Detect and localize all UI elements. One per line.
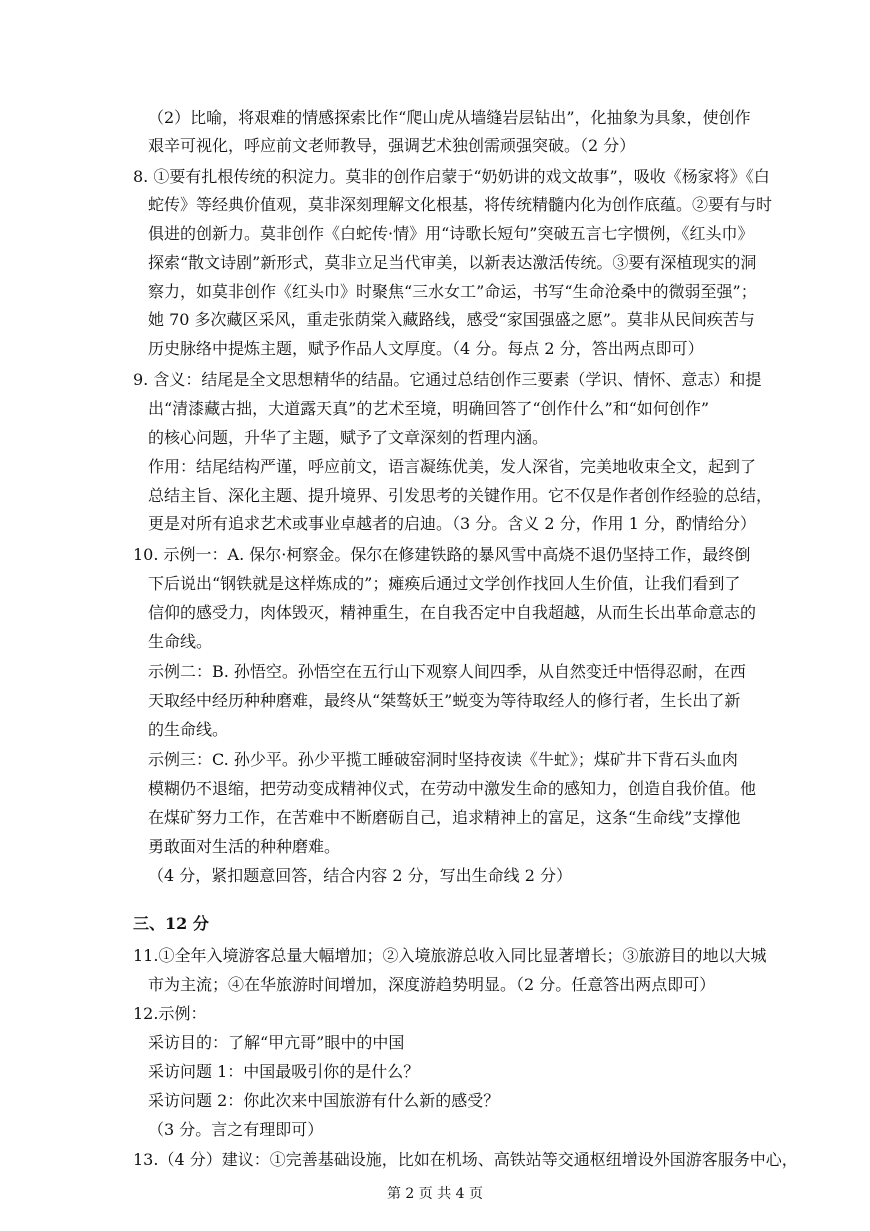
answer-8-line-3: 俱进的创新力。莫非创作《白蛇传·情》用“诗歌长短句”突破五言七字惯例，《红头巾》 (148, 224, 754, 243)
answer-9-line-3: 的核心问题，升华了主题，赋予了文章深刻的哲理内涵。 (148, 428, 549, 447)
answer-8-line-7: 历史脉络中提炼主题，赋予作品人文厚度。（4 分。每点 2 分，答出两点即可） (148, 339, 704, 358)
answer-11-line-1: 11.①全年入境游客总量大幅增加；②入境旅游总收入同比显著增长；③旅游目的地以大城 (133, 946, 767, 965)
answer-10-line-2: 下后说出“钢铁就是这样炼成的”；瘫痪后通过文学创作找回人生价值，让我们看到了 (148, 574, 741, 593)
answer-10-line-11: 勇敢面对生活的种种磨难。 (148, 837, 341, 856)
answer-8-line-1: 8. ①要有扎根传统的积淀力。莫非的创作启蒙于“奶奶讲的戏文故事”，吸收《杨家将》《白 (133, 167, 770, 186)
answer-10-line-7: 的生命线。 (148, 720, 229, 739)
answer-12-line-2: 采访目的：了解“甲亢哥”眼中的中国 (148, 1033, 405, 1052)
answer-12-line-1: 12.示例： (133, 1004, 207, 1023)
answer-9-line-5: 总结主旨、深化主题、提升境界、引发思考的关键作用。它不仅是作者创作经验的总结， (148, 486, 773, 505)
answer-10-line-3: 信仰的感受力，肉体毁灭，精神重生，在自我否定中自我超越，从而生长出革命意志的 (148, 603, 757, 622)
answer-10-line-10: 在煤矿努力工作，在苦难中不断磨砺自己，追求精神上的富足，这条“生命线”支撑他 (148, 808, 741, 827)
answer-10-line-4: 生命线。 (148, 632, 213, 651)
answer-8-line-4: 探索“散文诗剧”新形式，莫非立足当代审美，以新表达激活传统。③要有深植现实的洞 (148, 253, 757, 272)
answer-9-line-1: 9. 含义：结尾是全文思想精华的结晶。它通过总结创作三要素（学识、情怀、意志）和提 (133, 370, 762, 389)
answer-8-line-6: 她 70 多次藏区采风，重走张荫棠入藏路线，感受“家国强盛之愿”。莫非从民间疾苦与 (148, 310, 755, 329)
answer-9-line-6: 更是对所有追求艺术或事业卓越者的启迪。（3 分。含义 2 分，作用 1 分，酌情给分） (148, 514, 756, 533)
answer-10-line-6: 天取经中经历种种磨难，最终从“桀骜妖王”蜕变为等待取经人的修行者，生长出了新 (148, 691, 741, 710)
page-footer: 第 2 页 共 4 页 (386, 1186, 484, 1202)
answer-10-line-9: 模糊仍不退缩，把劳动变成精神仪式，在劳动中激发生命的感知力，创造自我价值。他 (148, 779, 757, 798)
answer-9-line-4: 作用：结尾结构严谨，呼应前文，语言凝练优美，发人深省，完美地收束全文，起到了 (148, 457, 757, 476)
answer-8-line-5: 察力，如莫非创作《红头巾》时聚焦“三水女工”命运，书写“生命沧桑中的微弱至强”； (148, 282, 757, 301)
answer-9-line-2: 出“清漆藏古拙，大道露天真”的艺术至境，明确回答了“创作什么”和“如何创作” (148, 399, 710, 418)
answer-12-line-4: 采访问题 2：你此次来中国旅游有什么新的感受？ (148, 1091, 500, 1110)
answer-10-line-5: 示例二：B. 孙悟空。孙悟空在五行山下观察人间四季，从自然变迁中悟得忍耐，在西 (148, 662, 746, 681)
answer-12-line-5: （3 分。言之有理即可） (148, 1120, 324, 1139)
answer-10-line-12: （4 分，紧扣题意回答，结合内容 2 分，写出生命线 2 分） (148, 866, 572, 885)
answer-8-line-2: 蛇传》等经典价值观，莫非深刻理解文化根基，将传统精髓内化为创作底蕴。②要有与时 (148, 195, 773, 214)
answer-7-line-2: 艰辛可视化，呼应前文老师教导，强调艺术独创需顽强突破。（2 分） (148, 136, 636, 155)
section-heading: 三、12 分 (133, 914, 209, 933)
answer-10-line-1: 10. 示例一：A. 保尔·柯察金。保尔在修建铁路的暴风雪中高烧不退仍坚持工作，最终倒 (133, 545, 751, 564)
answer-7-line-1: （2）比喻，将艰难的情感探索比作“爬山虎从墙缝岩层钻出”，化抽象为具象，使创作 (148, 108, 751, 127)
answer-13-line-1: 13.（4 分）建议：①完善基础设施，比如在机场、高铁站等交通枢纽增设外国游客服务中心， (133, 1150, 798, 1169)
answer-12-line-3: 采访问题 1：中国最吸引你的是什么？ (148, 1062, 420, 1081)
answer-10-line-8: 示例三：C. 孙少平。孙少平揽工睡破窑洞时坚持夜读《牛虻》；煤矿井下背石头血肉 (148, 750, 738, 769)
answer-11-line-2: 市为主流；④在华旅游时间增加，深度游趋势明显。（2 分。任意答出两点即可） (148, 975, 716, 994)
